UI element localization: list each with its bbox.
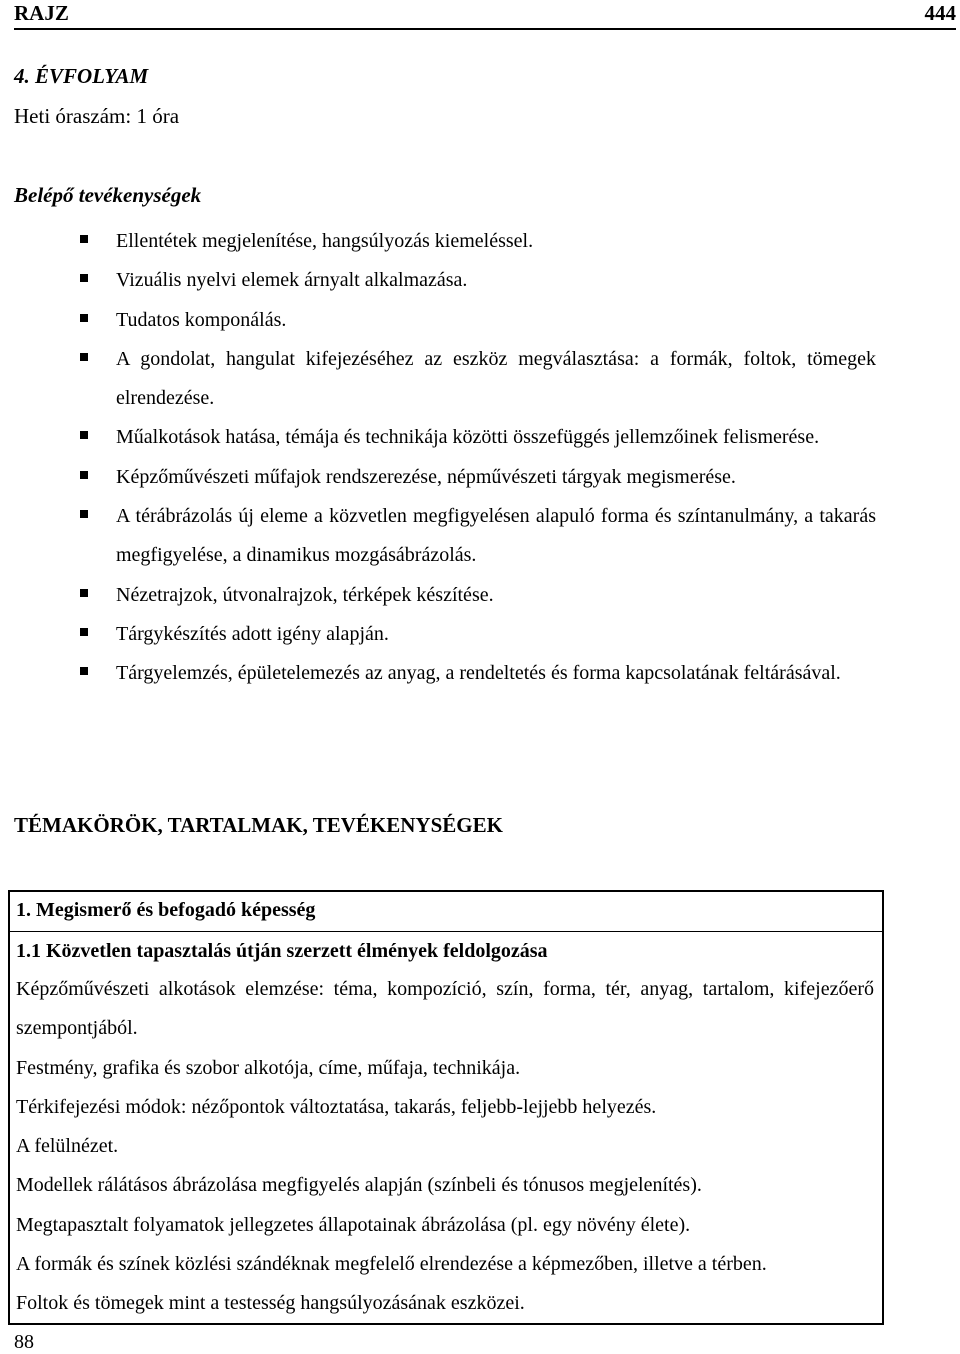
section-title: 1. Megismerő és befogadó képesség [10,892,882,932]
paragraph: Képzőművészeti alkotások elemzése: téma, kompozíció, szín, forma, tér, anyag, tartalom, kifejezőerő szempontjából. [16,978,874,1040]
list-item: Műalkotások hatása, témája és technikája közötti összefüggés jellemzőinek felismerése. [116,418,876,457]
paragraph: Foltok és tömegek mint a testesség hangsúlyozásának eszközei. [16,1292,525,1315]
paragraph: Megtapasztalt folyamatok jellegzetes állapotainak ábrázolása (pl. egy növény élete). [16,1213,691,1236]
list-item: A térábrázolás új eleme a közvetlen megfigyelésen alapuló forma és színtanulmány, a takarás megfigyelése, a dinamikus mozgásábrázolás. [116,497,876,576]
list-item: A gondolat, hangulat kifejezéséhez az eszköz megválasztása: a formák, foltok, tömegek elrendezése. [116,340,876,419]
list-item: Vizuális nyelvi elemek árnyalt alkalmazása. [116,261,876,300]
entry-activities-title: Belépő tevékenységek [14,183,202,207]
weekly-hours: Heti óraszám: 1 óra [14,104,180,128]
paragraph: Térkifejezési módok: nézőpontok változtatása, takarás, feljebb-lejjebb helyezés. [16,1095,657,1118]
header-subject: RAJZ [14,1,69,25]
list-item: Képzőművészeti műfajok rendszerezése, népművészeti tárgyak megismerése. [116,458,876,497]
list-item: Ellentétek megjelenítése, hangsúlyozás kiemeléssel. [116,222,876,261]
list-item: Tárgyelemzés, épületelemezés az anyag, a rendeltetés és forma kapcsolatának feltárásával. [116,654,876,693]
grade-title: 4. ÉVFOLYAM [14,64,149,88]
list-item: Tárgykészítés adott igény alapján. [116,615,876,654]
page-number: 88 [14,1331,34,1353]
topics-content [10,970,882,1324]
list-item: Nézetrajzok, útvonalrajzok, térképek készítése. [116,576,876,615]
topics-title: TÉMAKÖRÖK, TARTALMAK, TEVÉKENYSÉGEK [14,813,503,837]
paragraph: Festmény, grafika és szobor alkotója, címe, műfaja, technikája. [16,1056,521,1079]
paragraph: A formák és színek közlési szándéknak megfelelő elrendezése a képmezőben, illetve a térben. [16,1253,767,1276]
header-page-code: 444 [924,1,956,25]
topics-box [8,890,884,1325]
paragraph: A felülnézet. [16,1135,119,1158]
list-item: Tudatos komponálás. [116,301,876,340]
paragraph: Modellek rálátásos ábrázolása megfigyelés alapján (színbeli és tónusos megjelenítés). [16,1174,702,1197]
subsection-title: 1.1 Közvetlen tapasztalás útján szerzett élmények feldolgozása [16,940,548,962]
entry-activities-list [116,222,876,694]
page-header [14,0,956,30]
